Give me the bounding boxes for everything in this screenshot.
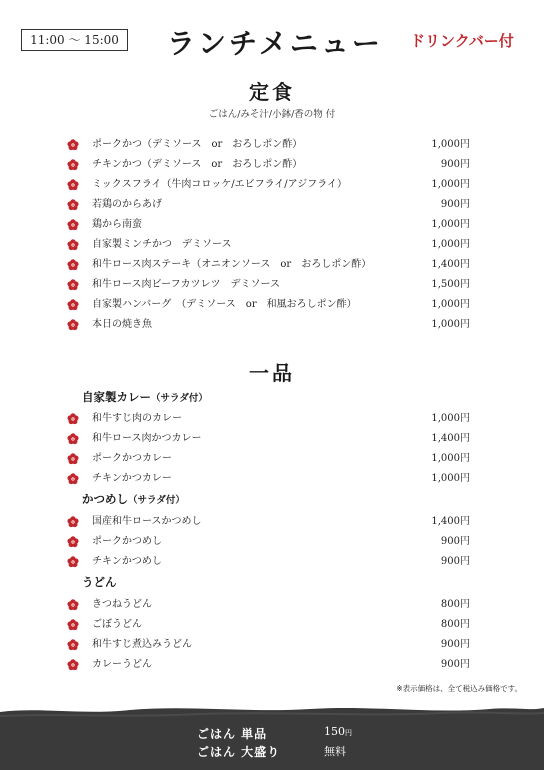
plum-blossom-icon [67,616,79,628]
menu-item-price: 1,000円 [431,319,470,330]
plum-blossom-icon [67,636,79,648]
menu-item [0,407,544,427]
section-title-ippin: 一品 [249,361,295,385]
menu-item-name: 自家製ミンチかつ デミソース [92,239,232,250]
menu-item [0,173,544,193]
menu-item-name: チキンかつカレー [92,473,172,484]
menu-item [0,233,544,253]
menu-item-name: ポークかつめし [92,536,162,547]
menu-item [0,427,544,447]
menu-item-price: 900円 [440,556,470,567]
plum-blossom-icon [67,136,79,148]
menu-item-name: 本日の焼き魚 [92,319,152,330]
menu-item-name: ポークかつ（デミソース or おろしポン酢） [92,139,303,150]
menu-item-name: 和牛ロース肉ステーキ（オニオンソース or おろしポン酢） [92,259,372,270]
curry-list [0,407,544,487]
plum-blossom-icon [67,256,79,268]
menu-item-name: 若鶏のからあげ [92,199,162,210]
menu-item-price: 1,000円 [431,139,470,150]
subsection-title-katsumeshi [82,491,185,507]
menu-item-price: 800円 [440,619,470,630]
menu-item-price: 1,500円 [431,279,470,290]
plum-blossom-icon [67,470,79,482]
menu-item [0,193,544,213]
plum-blossom-icon [67,196,79,208]
menu-item-price: 1,000円 [431,219,470,230]
plum-blossom-icon [67,236,79,248]
menu-item [0,653,544,673]
rice-large-price: 無料 [324,745,346,758]
menu-item-name: 自家製ハンバーグ （デミソース or 和風おろしポン酢） [92,299,357,310]
rice-large-row [0,743,544,761]
plum-blossom-icon [67,656,79,668]
menu-item-name: ミックスフライ（牛肉コロッケ/エビフライ/アジフライ） [92,179,347,190]
menu-item-name: ごぼうどん [92,619,142,630]
menu-item [0,530,544,550]
menu-item [0,153,544,173]
menu-item-price: 800円 [440,599,470,610]
katsumeshi-paren: （サラダ付） [128,495,185,506]
curry-paren: （サラダ付） [151,393,208,404]
menu-item-price: 1,400円 [431,259,470,270]
plum-blossom-icon [67,410,79,422]
katsumeshi-title: かつめし [82,492,128,506]
curry-title: 自家製カレー [82,390,151,404]
subsection-title-curry [82,389,208,405]
plum-blossom-icon [67,296,79,308]
rice-single-row [0,725,544,743]
rice-single-label: ごはん 単品 [197,727,268,741]
plum-blossom-icon [67,596,79,608]
katsumeshi-list [0,510,544,570]
plum-blossom-icon [67,430,79,442]
plum-blossom-icon [67,553,79,565]
menu-item-price: 1,000円 [431,413,470,424]
teishoku-list [0,133,544,333]
menu-item-name: チキンかつ（デミソース or おろしポン酢） [92,159,303,170]
menu-item-price: 900円 [440,199,470,210]
menu-item [0,593,544,613]
menu-item-price: 1,400円 [431,433,470,444]
menu-item-price: 1,000円 [431,453,470,464]
menu-item [0,273,544,293]
menu-item-name: きつねうどん [92,599,152,610]
menu-item-name: ポークかつカレー [92,453,172,464]
plum-blossom-icon [67,513,79,525]
menu-item-price: 900円 [440,639,470,650]
rice-large-label: ごはん 大盛り [197,745,281,759]
subsection-title-udon [82,574,117,590]
menu-item [0,133,544,153]
menu-item-name: 鶏から南蛮 [92,219,142,230]
menu-item-price: 1,000円 [431,239,470,250]
menu-item [0,510,544,530]
rice-single-yen: 円 [345,729,352,737]
menu-item [0,633,544,653]
footer-band [0,703,544,770]
menu-item-name: 和牛ロース肉ビーフカツレツ デミソース [92,279,280,290]
plum-blossom-icon [67,450,79,462]
menu-item-name: 国産和牛ロースかつめし [92,516,202,527]
menu-item-price: 1,000円 [431,473,470,484]
menu-item [0,293,544,313]
menu-item [0,447,544,467]
rice-single-price [324,725,352,738]
menu-item-name: 和牛ロース肉かつカレー [92,433,202,444]
menu-item-name: カレーうどん [92,659,152,670]
udon-title: うどん [82,575,117,589]
menu-item [0,550,544,570]
menu-item-price: 1,000円 [431,179,470,190]
menu-item-name: チキンかつめし [92,556,162,567]
menu-item-name: 和牛すじ煮込みうどん [92,639,192,650]
menu-item-price: 900円 [440,536,470,547]
menu-item [0,253,544,273]
tax-note: ※表示価格は、全て税込み価格です。 [396,684,522,693]
plum-blossom-icon [67,176,79,188]
page-title: ランチメニュー [167,27,383,60]
menu-item [0,613,544,633]
business-hours: 11:00 〜 15:00 [21,29,128,51]
plum-blossom-icon [67,276,79,288]
udon-list [0,593,544,673]
menu-item [0,313,544,333]
teishoku-subtitle: ごはん/みそ汁/小鉢/香の物 付 [208,109,336,120]
menu-item-name: 和牛すじ肉のカレー [92,413,182,424]
plum-blossom-icon [67,533,79,545]
plum-blossom-icon [67,156,79,168]
rice-single-price-value: 150 [324,725,345,738]
drink-bar-note: ドリンクバー付 [410,32,514,50]
menu-item-price: 900円 [440,159,470,170]
plum-blossom-icon [67,316,79,328]
menu-item [0,467,544,487]
plum-blossom-icon [67,216,79,228]
menu-item-price: 900円 [440,659,470,670]
section-title-teishoku: 定食 [249,80,295,104]
menu-item-price: 1,000円 [431,299,470,310]
menu-item [0,213,544,233]
menu-item-price: 1,400円 [431,516,470,527]
